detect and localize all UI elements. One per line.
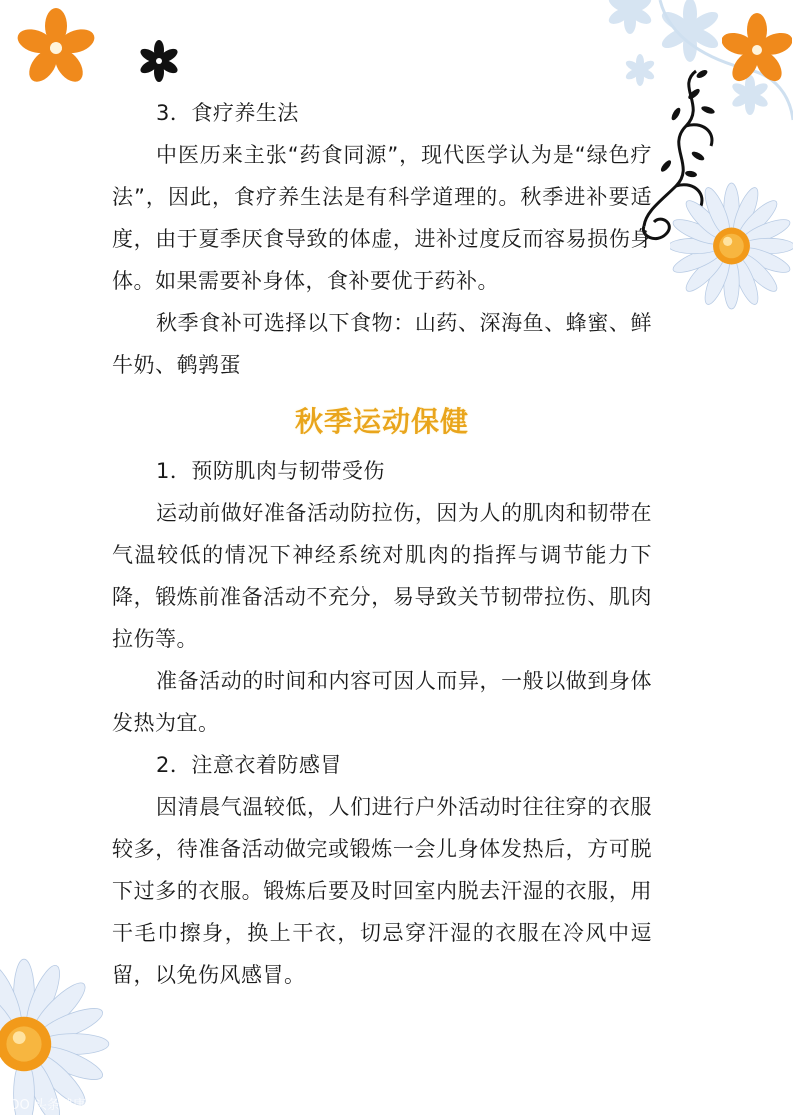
article-body (112, 92, 652, 996)
paragraph: 因清晨气温较低，人们进行户外活动时往往穿的衣服较多，待准备活动做完或锻炼一会儿身体发热后，方可脱下过多的衣服。锻炼后要及时回室内脱去汗湿的衣服，用干毛巾擦身，换上干衣，切忌穿汗湿的衣服在冷风中逗留，以免伤风感冒。 (112, 795, 652, 987)
paragraph: 中医历来主张“药食同源”，现代医学认为是“绿色疗法”，因此，食疗养生法是有科学道理的。秋季进补要适度，由于夏季厌食导致的体虚，进补过度反而容易损伤身体。如果需要补身体，食补要优于药补。 (112, 143, 652, 293)
paragraph: 秋季食补可选择以下食物：山药、深海鱼、蜂蜜、鲜牛奶、鹌鹑蛋 (112, 311, 652, 377)
watermark: YOO 头条健康 (2, 1098, 86, 1113)
daisy-icon (670, 166, 793, 326)
paragraph: 运动前做好准备活动防拉伤，因为人的肌肉和韧带在气温较低的情况下神经系统对肌肉的指挥与调节能力下降，锻炼前准备活动不充分，易导致关节韧带拉伤、肌肉拉伤等。 (112, 501, 652, 651)
paragraph: 准备活动的时间和内容可因人而异，一般以做到身体发热为宜。 (112, 669, 652, 735)
orange-flower-icon (722, 10, 792, 90)
section-heading: 3．食疗养生法 (156, 101, 299, 125)
item-heading: 2．注意衣着防感冒 (156, 753, 342, 777)
item-heading: 1．预防肌肉与韧带受伤 (156, 459, 385, 483)
orange-flower-icon (14, 6, 98, 90)
section-title: 秋季运动保健 (294, 405, 469, 438)
black-flower-icon (136, 38, 182, 84)
